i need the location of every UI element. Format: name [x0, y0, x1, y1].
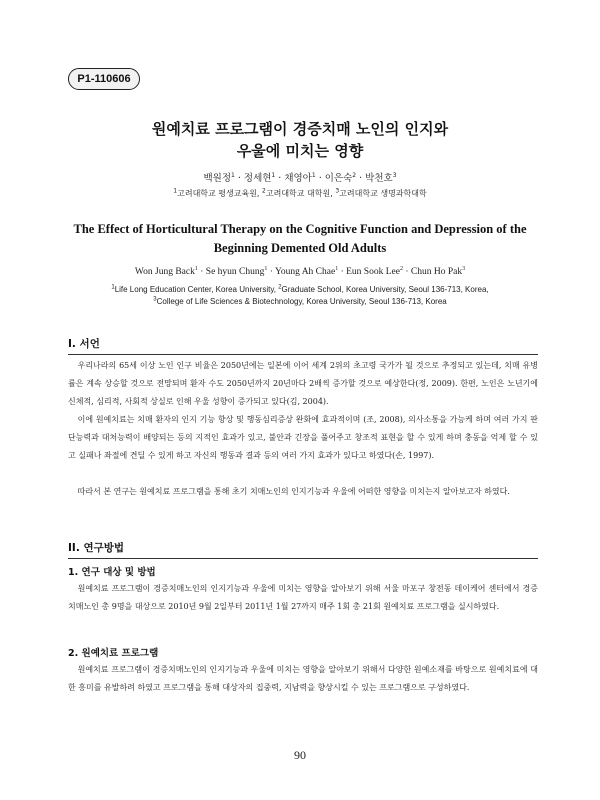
author-ko: 채영아 [284, 173, 312, 184]
korean-affiliations: $^1$고려대학교 평생교육원, $^2$고려대학교 대학원, $^3$고려대학교 생명과학대학 [173, 187, 427, 198]
poster-id-badge: P1-110606 [68, 68, 140, 90]
english-title-line-1: The Effect of Horticultural Therapy on the Cognitive Function and Depression of the [73, 222, 527, 236]
section-heading-methods: II. 연구방법 [68, 540, 538, 559]
program-paragraph: 원예치료 프로그램이 경증치매노인의 인지기능과 우울에 미치는 영향을 알아보기 위해서 다양한 원예소재를 바탕으로 원예치료에 대한 흥미를 유발하려 하였고 프로그램을 통해 대상자의 집중력, 지남력을 향상시킬 수 있는 프로그램으로 구성하였다. [68, 665, 538, 692]
subsection-heading-subjects: 1. 연구 대상 및 방법 [68, 567, 156, 578]
korean-title-line-2: 우울에 미치는 영향 [236, 142, 364, 160]
author-ko: 박천호 [365, 173, 393, 184]
author-ko: 백원정 [203, 173, 231, 184]
subjects-paragraph: 원예치료 프로그램이 경증치매노인의 인지기능과 우울에 미치는 영향을 알아보기 위해 서울 마포구 창전동 데이케어 센터에서 경증치매노인 총 9명을 대상으로 2010년 9월 2일부터 2011년 1월 27까지 매주 1회 총 21회 원예치료 프로그램을 실시하였다. [68, 584, 538, 611]
subsection-heading-program: 2. 원예치료 프로그램 [68, 648, 159, 659]
page-number: 90 [294, 748, 306, 762]
english-title-line-2: Beginning Demented Old Adults [213, 241, 387, 255]
intro-paragraph-3: 따라서 본 연구는 원예치료 프로그램을 통해 초기 치매노인의 인지기능과 우울에 어떠한 영향을 미치는지 알아보고자 하였다. [77, 487, 510, 496]
english-authors: Won Jung Back$^1$ · Se hyun Chung$^1$ · Young Ah Chae$^1$ · Eun Sook Lee$^2$ · Chun Ho Pak$^3$ [134, 265, 466, 277]
english-affiliations-line-1: $^1$Life Long Education Center, Korea University, $^2$Graduate School, Korea University, Seoul 136-713, Korea, [111, 284, 489, 294]
author-ko: 이은숙 [324, 173, 353, 184]
korean-authors: 백원정$^1$ · 정세현$^1$ · 채영아$^1$ · 이은숙$^2$ · 박천호$^3$ [203, 171, 397, 184]
english-affiliations-line-2: $^3$College of Life Sciences & Biotechnology, Korea University, Seoul 136-713, Korea [153, 296, 447, 306]
section-heading-introduction: I. 서언 [68, 336, 538, 355]
intro-paragraph-2: 이에 원예치료는 치매 환자의 인지 기능 향상 및 행동심리증상 완화에 효과적이며 (조, 2008), 의사소통을 가능케 하며 여러 가지 판단능력과 대처능력이 배양되는 등의 지적인 효과가 있고, 불안과 긴장을 풀어주고 창조적 표현을 할 수 있게 하며 충동을 억제 할 수 있고 실패나 좌절에 견딜 수 있게 하고 자신의 행동과 결과 등의 여러 가지 효과가 있다고 하였다(손, 1997). [68, 415, 538, 460]
korean-title-line-1: 원예치료 프로그램이 경증치매 노인의 인지와 [151, 120, 449, 138]
author-ko: 정세현 [243, 173, 272, 184]
intro-paragraph-1: 우리나라의 65세 이상 노인 인구 비율은 2050년에는 일본에 이어 세계 2위의 초고령 국가가 될 것으로 추정되고 있는데, 치매 유병률은 계속 상승할 것으로 전망되며 환자 수도 2050년까지 20년마다 2배씩 증가할 것으로 예상한다(정, 2009). 한편, 노인은 노년기에 신체적, 심리적, 사회적 상실로 인해 우울 성향이 증가되고 있다(김, 2004). [68, 361, 538, 406]
